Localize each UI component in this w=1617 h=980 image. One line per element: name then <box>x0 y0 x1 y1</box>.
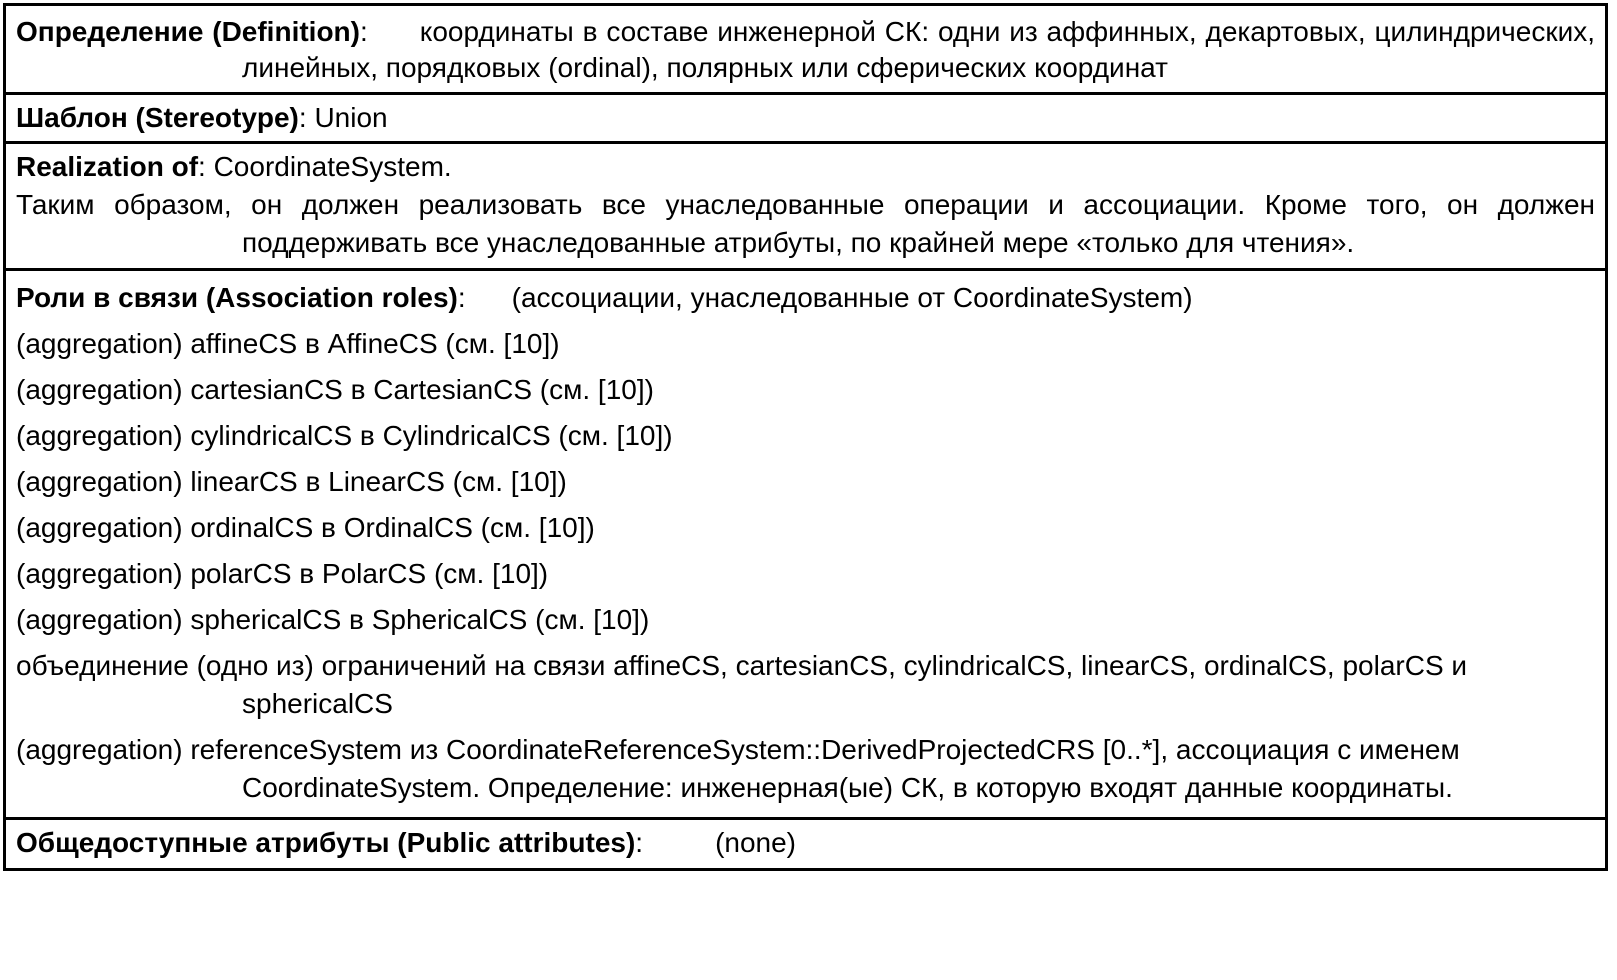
union-constraint: объединение (одно из) ограничений на связи affineCS, cartesianCS, cylindricalCS, linearCS, ordinalCS, polarCS и sphericalCS <box>16 650 1468 719</box>
public-attributes-value: (none) <box>715 827 796 858</box>
definition-paragraph <box>16 14 1595 86</box>
realization-section <box>6 144 1605 271</box>
association-roles-colon: : <box>457 282 466 313</box>
definition-label: Определение (Definition) <box>16 16 360 47</box>
role-item-spherical: (aggregation) sphericalCS в SphericalCS (см. [10]) <box>16 604 650 635</box>
definition-text: координаты в составе инженерной СК: одни из аффинных, декартовых, цилиндрических, линейных, порядковых (ordinal), полярных или сферических координат <box>242 16 1595 83</box>
public-attributes-section <box>6 820 1605 868</box>
stereotype-value: : Union <box>298 102 388 133</box>
realization-note: Таким образом, он должен реализовать все унаследованные операции и ассоциации. Кроме того, он должен поддерживать все унаследованные атрибуты, по крайней мере «только для чтения». <box>16 189 1595 258</box>
association-roles-section <box>6 271 1605 820</box>
stereotype-label: Шаблон (Stereotype) <box>16 102 299 133</box>
association-roles-note: (ассоциации, унаследованные от CoordinateSystem) <box>511 282 1193 313</box>
role-item-linear: (aggregation) linearCS в LinearCS (см. [10]) <box>16 466 567 497</box>
stereotype-line <box>16 101 1595 135</box>
association-roles-header <box>16 275 1595 321</box>
role-item-polar: (aggregation) polarCS в PolarCS (см. [10]) <box>16 558 549 589</box>
definition-section <box>6 6 1605 95</box>
association-roles-label: Роли в связи (Association roles) <box>16 282 458 313</box>
realization-value: : CoordinateSystem. <box>198 151 452 182</box>
role-item-cylindrical: (aggregation) cylindricalCS в CylindricalCS (см. [10]) <box>16 420 673 451</box>
definition-table <box>3 3 1608 871</box>
role-item-cartesian: (aggregation) cartesianCS в CartesianCS (см. [10]) <box>16 374 654 405</box>
stereotype-section <box>6 95 1605 144</box>
realization-line <box>16 148 1595 186</box>
definition-colon: : <box>359 16 368 47</box>
public-attributes-label: Общедоступные атрибуты (Public attributes) <box>16 827 636 858</box>
role-item-affine: (aggregation) affineCS в AffineCS (см. [10]) <box>16 328 560 359</box>
reference-system-role: (aggregation) referenceSystem из CoordinateReferenceSystem::DerivedProjectedCRS [0..*], ассоциация с именем CoordinateSystem. Определение: инженерная(ые) СК, в которую входят данные координаты. <box>16 734 1460 803</box>
public-attributes-colon: : <box>635 827 644 858</box>
realization-label: Realization of <box>16 151 199 182</box>
role-item-ordinal: (aggregation) ordinalCS в OrdinalCS (см. [10]) <box>16 512 595 543</box>
public-attributes-line <box>16 826 1595 860</box>
